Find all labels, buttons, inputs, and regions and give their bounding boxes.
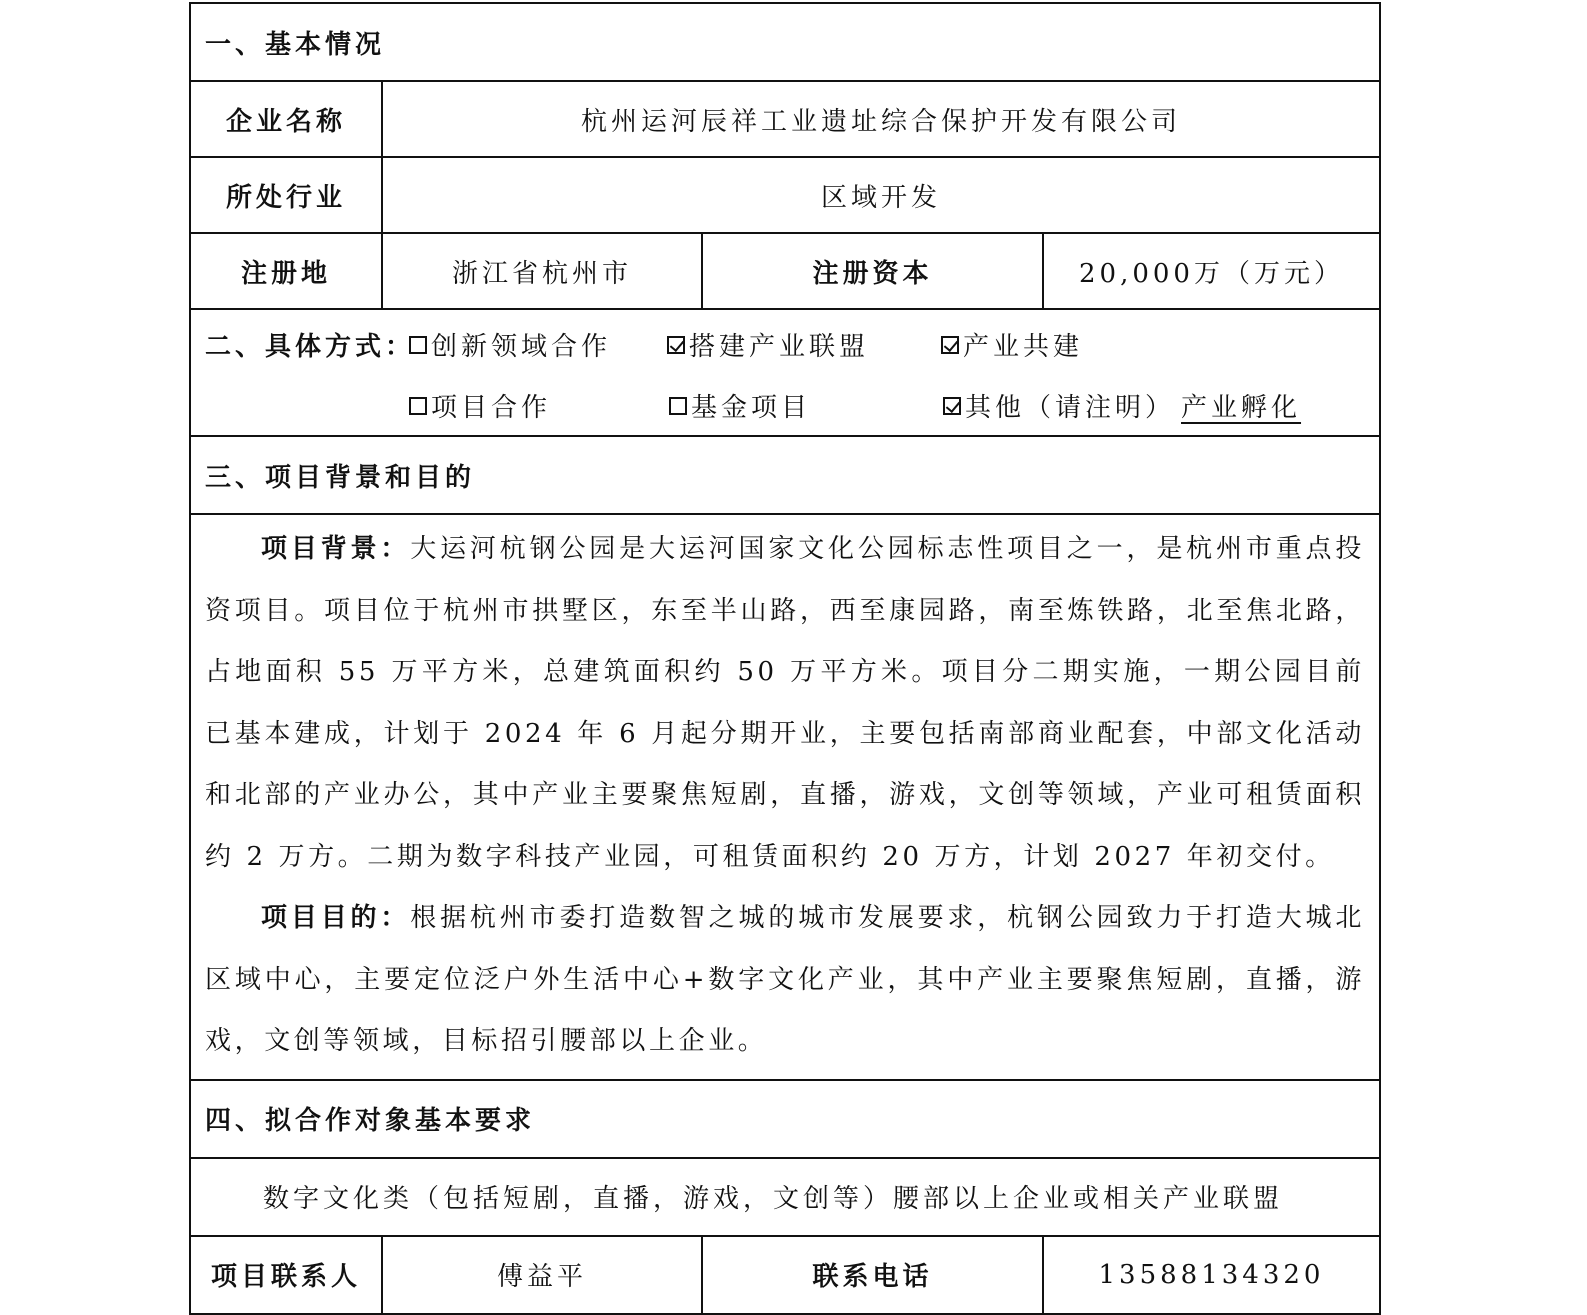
- registration-row: [191, 234, 1379, 310]
- option-industry-co-build[interactable]: [941, 326, 1083, 363]
- purpose-text: 根据杭州市委打造数智之城的城市发展要求，杭钢公园致力于打造大城北区域中心，主要定位泛户外生活中心+数字文化产业，其中产业主要聚焦短剧，直播，游戏，文创等领域，目标招引腰部以上企业。: [205, 903, 1365, 1056]
- section1-header-row: [191, 4, 1379, 82]
- phone-value: 13588134320: [1042, 1237, 1379, 1313]
- methods-row: [191, 310, 1379, 437]
- checkbox-unchecked-icon[interactable]: [409, 336, 427, 354]
- option-label: 产业共建: [963, 332, 1084, 362]
- option-project-cooperation[interactable]: [409, 387, 551, 424]
- project-form-table: [189, 2, 1381, 1315]
- reg-capital-value: 20,000万（万元）: [1042, 234, 1379, 308]
- background-label: 项目背景：: [261, 534, 411, 564]
- option-other[interactable]: [943, 387, 1301, 424]
- purpose-label: 项目目的：: [261, 903, 411, 933]
- option-industry-alliance[interactable]: [667, 326, 869, 363]
- checkbox-unchecked-icon[interactable]: [669, 397, 687, 415]
- requirement-row: [191, 1159, 1379, 1237]
- section3-header-row: [191, 437, 1379, 515]
- company-row: [191, 82, 1379, 158]
- reg-place-label: 注册地: [240, 258, 331, 289]
- checkbox-checked-icon[interactable]: [941, 336, 959, 354]
- checkbox-checked-icon[interactable]: [943, 397, 961, 415]
- background-text: 大运河杭钢公园是大运河国家文化公园标志性项目之一，是杭州市重点投资项目。项目位于杭州市拱墅区，东至半山路，西至康园路，南至炼铁路，北至焦北路，占地面积 55 万平方米，总建筑面积约 50 万平方米。项目分二期实施，一期公园目前已基本建成，计划于 2024 年 6 月起分期开业，主要包括南部商业配套，中部文化活动和北部的产业办公，其中产业主要聚焦短剧，直播，游戏，文创等领域，产业可租赁面积约 2 万方。二期为数字科技产业园，可租赁面积约 20 万方，计划 2027 年初交付。: [205, 534, 1365, 872]
- section1-title: 一、基本情况: [205, 29, 386, 60]
- section3-title: 三、项目背景和目的: [205, 462, 476, 493]
- industry-row: [191, 158, 1379, 234]
- methods-section: [191, 310, 1379, 435]
- reg-capital-label: 注册资本: [701, 234, 1042, 308]
- checkbox-checked-icon[interactable]: [667, 336, 685, 354]
- option-label: 基金项目: [691, 393, 812, 423]
- background-purpose-row: [191, 515, 1379, 1081]
- requirement-text: 数字文化类（包括短剧，直播，游戏，文创等）腰部以上企业或相关产业联盟: [263, 1184, 1284, 1214]
- company-value: 杭州运河辰祥工业遗址综合保护开发有限公司: [381, 82, 1379, 156]
- option-fund-project[interactable]: [669, 387, 811, 424]
- industry-value: 区域开发: [381, 158, 1379, 232]
- option-label: 其他（请注明）: [965, 393, 1176, 423]
- contact-label: 项目联系人: [210, 1262, 361, 1292]
- option-label: 项目合作: [431, 393, 552, 423]
- industry-label: 所处行业: [225, 182, 346, 213]
- option-label: 搭建产业联盟: [689, 332, 870, 362]
- section2-title: 二、具体方式：: [205, 332, 416, 362]
- background-paragraph: [205, 519, 1365, 888]
- section4-header-row: [191, 1081, 1379, 1159]
- checkbox-unchecked-icon[interactable]: [409, 397, 427, 415]
- contact-row: [191, 1237, 1379, 1313]
- option-innovation-cooperation[interactable]: [409, 326, 611, 363]
- other-note-field[interactable]: 产业孵化: [1181, 393, 1302, 423]
- contact-value: 傅益平: [381, 1237, 701, 1313]
- purpose-paragraph: [205, 888, 1365, 1073]
- phone-label: 联系电话: [701, 1237, 1042, 1313]
- reg-place-value: 浙江省杭州市: [381, 234, 701, 308]
- option-label: 创新领域合作: [431, 332, 612, 362]
- background-purpose-content: [191, 515, 1379, 1079]
- company-label: 企业名称: [225, 106, 346, 137]
- section4-title: 四、拟合作对象基本要求: [205, 1106, 536, 1136]
